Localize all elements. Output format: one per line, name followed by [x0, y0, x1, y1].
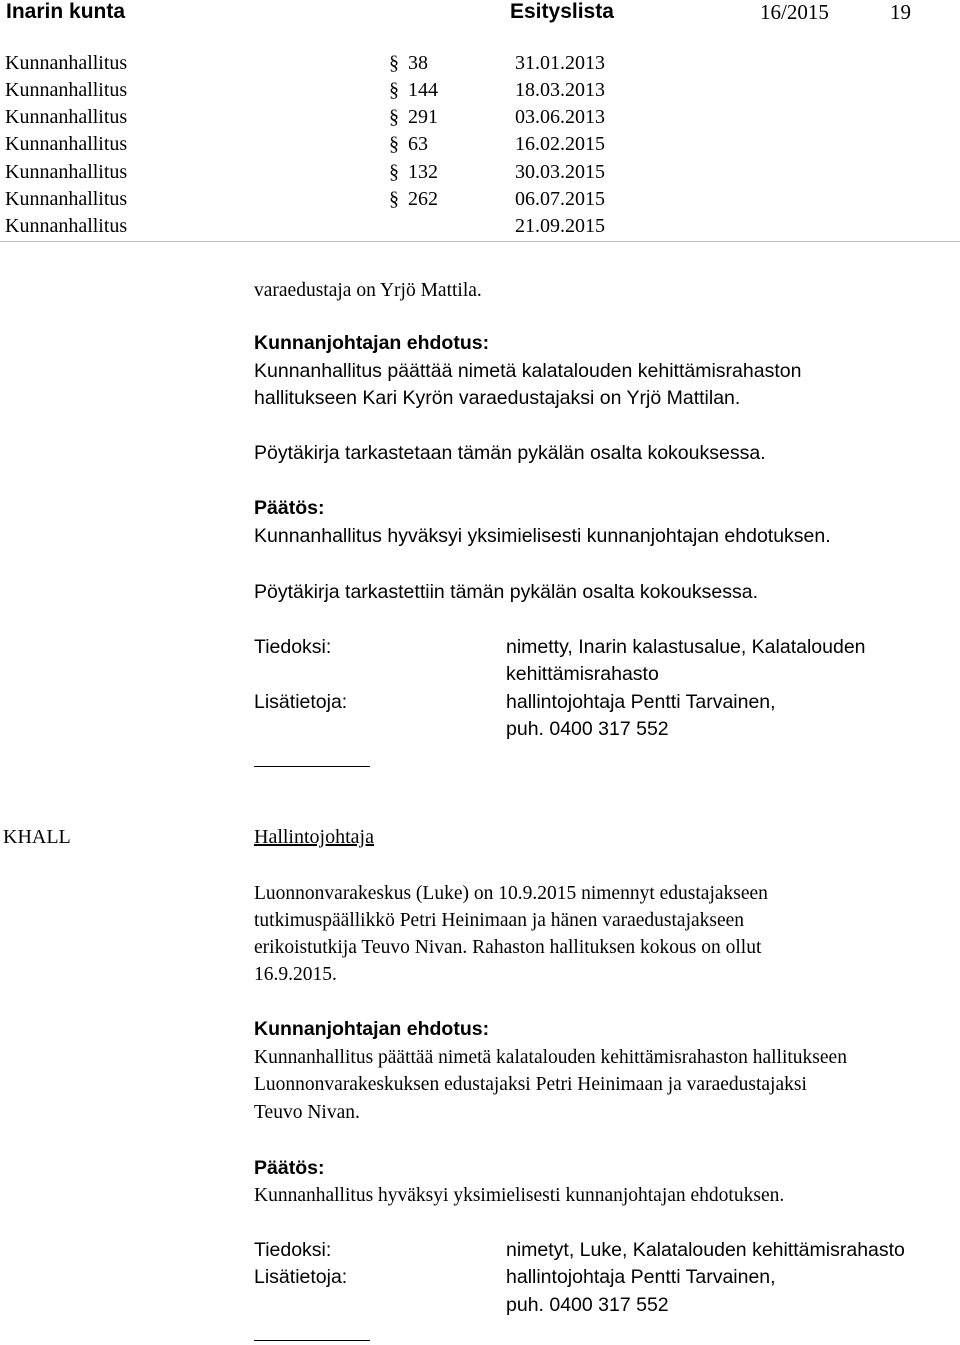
section2-notify-text: nimetyt, Luke, Kalatalouden kehittämisrahasto: [506, 1239, 905, 1261]
section2-notify-label: Tiedoksi:: [254, 1239, 332, 1261]
section1-intro: varaedustaja on Yrjö Mattila.: [254, 280, 482, 301]
section2-info-line: hallintojohtaja Pentti Tarvainen,: [506, 1266, 776, 1288]
section2-end-rule: [254, 1340, 370, 1341]
section1-proposal-line: hallitukseen Kari Kyrön varaedustajaksi on Yrjö Mattilan.: [254, 387, 741, 409]
history-number: 132: [408, 161, 438, 183]
section1-notify-line: nimetty, Inarin kalastusalue, Kalatalouden: [506, 636, 866, 658]
section2-info-label: Lisätietoja:: [254, 1266, 348, 1288]
page-number: 19: [890, 0, 911, 24]
municipality-name: Inarin kunta: [6, 0, 126, 23]
section2-proposal-line: Teuvo Nivan.: [254, 1102, 360, 1123]
section1-info-line: hallintojohtaja Pentti Tarvainen,: [506, 691, 776, 713]
section1-notify-label: Tiedoksi:: [254, 636, 332, 658]
section2-proposal-line: Luonnonvarakeskuksen edustajaksi Petri Heinimaan ja varaedustajaksi: [254, 1074, 807, 1095]
section1-info-line: puh. 0400 317 552: [506, 718, 669, 740]
section2-body-line: 16.9.2015.: [254, 964, 337, 985]
section1-decision-text: Kunnanhallitus hyväksyi yksimielisesti kunnanjohtajan ehdotuksen.: [254, 525, 831, 547]
history-number: 262: [408, 188, 438, 210]
section-sign: §: [389, 79, 399, 101]
history-body: Kunnanhallitus: [5, 161, 128, 183]
history-body: Kunnanhallitus: [5, 188, 128, 210]
section2-proposal-line: Kunnanhallitus päättää nimetä kalatalouden kehittämisrahaston hallitukseen: [254, 1047, 847, 1068]
history-body: Kunnanhallitus: [5, 133, 128, 155]
history-date: 21.09.2015: [515, 215, 605, 237]
history-number: 38: [408, 52, 428, 74]
history-date: 18.03.2013: [515, 79, 605, 101]
section2-info-line: puh. 0400 317 552: [506, 1294, 669, 1316]
section1-minutes-checked: Pöytäkirja tarkastettiin tämän pykälän osalta kokouksessa.: [254, 581, 759, 603]
history-number: 291: [408, 106, 438, 128]
section1-notify-line: kehittämisrahasto: [506, 663, 659, 685]
history-body: Kunnanhallitus: [5, 106, 128, 128]
history-date: 16.02.2015: [515, 133, 605, 155]
section2-proposal-heading: Kunnanjohtajan ehdotus:: [254, 1018, 490, 1040]
history-date: 03.06.2013: [515, 106, 605, 128]
history-date: 30.03.2015: [515, 161, 605, 183]
section1-proposal-line: Kunnanhallitus päättää nimetä kalatalouden kehittämisrahaston: [254, 360, 802, 382]
section2-decision-heading: Päätös:: [254, 1157, 325, 1179]
section-sign: §: [389, 188, 399, 210]
section2-code: KHALL: [3, 826, 71, 848]
history-number: 144: [408, 79, 438, 101]
document-type: Esityslista: [510, 0, 614, 23]
history-date: 31.01.2013: [515, 52, 605, 74]
history-body: Kunnanhallitus: [5, 215, 128, 237]
document-number: 16/2015: [760, 0, 829, 24]
section-sign: §: [389, 133, 399, 155]
section2-body-line: tutkimuspäällikkö Petri Heinimaan ja hänen varaedustajakseen: [254, 910, 745, 931]
section1-proposal-heading: Kunnanjohtajan ehdotus:: [254, 332, 490, 354]
section1-info-label: Lisätietoja:: [254, 691, 348, 713]
section-sign: §: [389, 106, 399, 128]
history-body: Kunnanhallitus: [5, 52, 128, 74]
section2-body-line: Luonnonvarakeskus (Luke) on 10.9.2015 nimennyt edustajakseen: [254, 883, 768, 904]
section-sign: §: [389, 52, 399, 74]
section1-decision-heading: Päätös:: [254, 497, 325, 519]
section2-title: Hallintojohtaja: [254, 826, 374, 848]
table-divider: [0, 241, 960, 242]
section-sign: §: [389, 161, 399, 183]
section1-minutes-check: Pöytäkirja tarkastetaan tämän pykälän osalta kokouksessa.: [254, 442, 766, 464]
history-body: Kunnanhallitus: [5, 79, 128, 101]
section2-body-line: erikoistutkija Teuvo Nivan. Rahaston hallituksen kokous on ollut: [254, 937, 762, 958]
section2-decision-text: Kunnanhallitus hyväksyi yksimielisesti kunnanjohtajan ehdotuksen.: [254, 1185, 785, 1206]
section1-end-rule: [254, 766, 370, 767]
history-date: 06.07.2015: [515, 188, 605, 210]
history-number: 63: [408, 133, 428, 155]
